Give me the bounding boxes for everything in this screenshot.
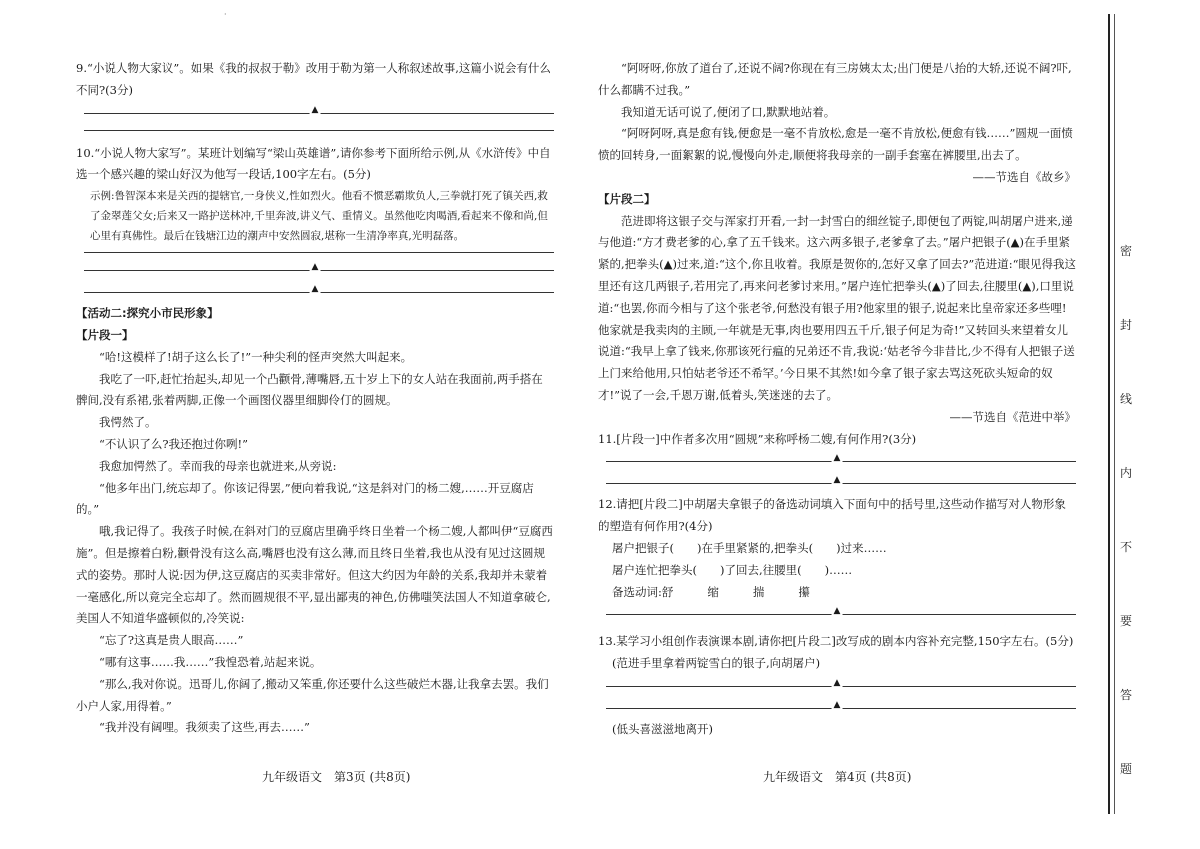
answer-mark: ▲ xyxy=(833,677,841,688)
binding-char: 封 xyxy=(1120,318,1133,332)
paragraph: “哈!这模样了!胡子这么长了!”一种尖利的怪声突然大叫起来。 xyxy=(99,349,413,364)
answer-line[interactable] xyxy=(84,130,554,131)
answer-line[interactable] xyxy=(598,675,1076,697)
paragraph: 哦,我记得了。我孩子时候,在斜对门的豆腐店里确乎终日坐着一个杨二嫂,人都叫伊“豆腐西施”。但是擦着白粉,颧骨没有这么高,嘴唇也没有这么薄,而且终日坐着,我也从没有见过这圆规式的姿势。那时人说:因为伊,这豆腐店的买卖非常好。但这大约因为年龄的关系,我却并未蒙着一毫感化,所以竟完全忘却了。然而圆规很不平,显出鄙夷的神色,仿佛嗤笑法国人不知道拿破仑,美国人不知道华盛顿似的,冷笑说: xyxy=(76,524,553,626)
paragraph: 范进即将这银子交与浑家打开看,一封一封雪白的细丝锭子,即便包了两锭,叫胡屠户进来,递与他道:“方才费老爹的心,拿了五千钱来。这六两多银子,老爹拿了去。”屠户把银子(▲)在手里紧紧的,把拳头(▲)过来,道:“这个,你且收着。我原是贺你的,怎好又拿了回去?”范进道:“眼见得我这里还有这几两银子,若用完了,再来问老爹讨来用。”屠户连忙把拳头(▲)了回去,往腰里(▲),口里说道:“也罢,你而今相与了这个张老爷,何愁没有银子用?他家里的银子,说起来比皇帝家还多些哩!他家就是我卖肉的主顾,一年就是无事,肉也要用四五千斤,银子何足为奇!”又转回头来望着女儿说道:“我早上拿了钱来,你那该死行瘟的兄弟还不肯,我说:‘姑老爷今非昔比,少不得有人把银子送上门来给他用,只怕姑老爷还不希罕。’今日果不其然!如今拿了银子家去骂这死砍头短命的奴才!”说了一会,千恩万谢,低着头,笑迷迷的去了。 xyxy=(598,213,1076,402)
page-footer: 九年级语文 第3页 (共8页) xyxy=(262,770,411,784)
answer-line[interactable] xyxy=(76,102,554,124)
fragment-2-heading: 【片段二】 xyxy=(598,191,656,206)
binding-char: 不 xyxy=(1120,540,1133,554)
answer-line[interactable] xyxy=(598,450,1076,472)
paragraph: “我并没有阔哩。我须卖了这些,再去……” xyxy=(99,720,310,735)
question-13: 13.某学习小组创作表演课本剧,请你把[片段二]改写成的剧本内容补充完整,150字左右。(5分) xyxy=(598,634,1074,649)
answer-mark: ▲ xyxy=(311,262,319,273)
source-note: ——节选自《故乡》 xyxy=(972,169,1076,184)
paragraph: 我愕然了。 xyxy=(99,415,157,430)
verb-option: 攥 xyxy=(798,584,810,599)
script-end: (低头喜滋滋地离开) xyxy=(612,721,713,736)
paragraph: “那么,我对你说。迅哥儿,你阔了,搬动又笨重,你还要什么这些破烂木器,让我拿去罢。我们小户人家,用得着。” xyxy=(76,676,549,713)
question-9: 9.“小说人物大家议”。如果《我的叔叔于勒》改用于勒为第一人称叙述故事,这篇小说会有什么不同?(3分) xyxy=(76,61,551,97)
paragraph: “阿呀阿呀,真是愈有钱,便愈是一毫不肯放松,愈是一毫不肯放松,便愈有钱……”圆规一面愤愤的回转身,一面絮絮的说,慢慢向外走,顺便将我母亲的一副手套塞在裤腰里,出去了。 xyxy=(598,126,1073,163)
binding-char: 题 xyxy=(1120,762,1133,776)
answer-mark: ▲ xyxy=(833,606,841,617)
verb-option: 揣 xyxy=(752,584,765,599)
answer-line[interactable] xyxy=(76,259,554,281)
example-text: 示例:鲁智深本来是关西的提辖官,一身侠义,性如烈火。他看不惯恶霸欺负人,三拳就打死了镇关西,救了金翠莲父女;后来又一路护送林冲,千里奔波,讲义气、重情义。虽然他吃肉喝酒,看起来不像和尚,但心里有真佛性。最后在钱塘江边的潮声中安然圆寂,堪称一生清净率真,光明磊落。 xyxy=(90,190,548,243)
answer-line[interactable] xyxy=(84,252,554,253)
question-10: 10.“小说人物大家写”。某班计划编写“梁山英雄谱”,请你参考下面所给示例,从《水浒传》中自选一个感兴趣的梁山好汉为他写一段话,100字左右。(5分) xyxy=(76,145,551,182)
answer-line[interactable] xyxy=(76,281,554,303)
answer-line[interactable] xyxy=(598,697,1076,719)
answer-mark: ▲ xyxy=(833,475,841,486)
binding-char: 内 xyxy=(1120,466,1133,480)
paragraph: “阿呀呀,你放了道台了,还说不阔?你现在有三房姨太太;出门便是八抬的大轿,还说不阔?吓,什么都瞒不过我。” xyxy=(598,61,1072,97)
paragraph: “哪有这事……我……”我惶恐着,站起来说。 xyxy=(99,654,322,669)
verb-label: 备选动词:舒 xyxy=(612,584,674,599)
scan-mark: · xyxy=(224,10,227,19)
binding-margin xyxy=(1108,14,1140,814)
paragraph: “他多年出门,统忘却了。你该记得罢,”便向着我说,“这是斜对门的杨二嫂,……开豆腐店的。” xyxy=(76,480,534,517)
right-page xyxy=(598,58,1076,741)
verb-option: 缩 xyxy=(707,584,719,599)
answer-mark: ▲ xyxy=(311,104,319,115)
paragraph: “不认识了么?我还抱过你咧!” xyxy=(99,436,249,451)
source-note: ——节选自《范进中举》 xyxy=(949,409,1076,424)
fill-sentence[interactable]: 屠户连忙把拳头( )了回去,往腰里( )…… xyxy=(612,562,853,577)
binding-char: 密 xyxy=(1120,244,1133,258)
activity-heading: 【活动二:探究小市民形象】 xyxy=(76,306,219,321)
answer-line[interactable] xyxy=(598,472,1076,494)
question-11: 11.[片段一]中作者多次用“圆规”来称呼杨二嫂,有何作用?(3分) xyxy=(598,431,917,446)
answer-mark: ▲ xyxy=(833,699,841,710)
fragment-1-heading: 【片段一】 xyxy=(76,327,134,342)
paragraph: “忘了?这真是贵人眼高……” xyxy=(99,633,244,648)
answer-mark: ▲ xyxy=(833,453,841,464)
paragraph: 我愈加愕然了。幸而我的母亲也就进来,从旁说: xyxy=(99,458,337,473)
left-page xyxy=(76,58,554,739)
answer-mark: ▲ xyxy=(311,284,319,295)
binding-char: 线 xyxy=(1120,392,1133,406)
question-12: 12.请把[片段二]中胡屠夫拿银子的备选动词填入下面句中的括号里,这些动作描写对人物形象的塑造有何作用?(4分) xyxy=(598,497,1066,534)
paragraph: 我知道无话可说了,便闭了口,默默地站着。 xyxy=(621,104,836,119)
binding-char: 答 xyxy=(1120,688,1133,702)
script-start: (范进手里拿着两锭雪白的银子,向胡屠户) xyxy=(612,656,821,671)
verb-options xyxy=(598,582,1076,604)
binding-char: 要 xyxy=(1120,614,1133,628)
page-footer: 九年级语文 第4页 (共8页) xyxy=(763,770,912,784)
fill-sentence[interactable]: 屠户把银子( )在手里紧紧的,把拳头( )过来…… xyxy=(612,540,887,555)
paragraph: 我吃了一吓,赶忙抬起头,却见一个凸颧骨,薄嘴唇,五十岁上下的女人站在我面前,两手搭在髀间,没有系裙,张着两脚,正像一个画图仪器里细脚伶仃的圆规。 xyxy=(76,371,543,408)
fragment-1-text xyxy=(76,347,554,739)
answer-line[interactable] xyxy=(598,603,1076,625)
